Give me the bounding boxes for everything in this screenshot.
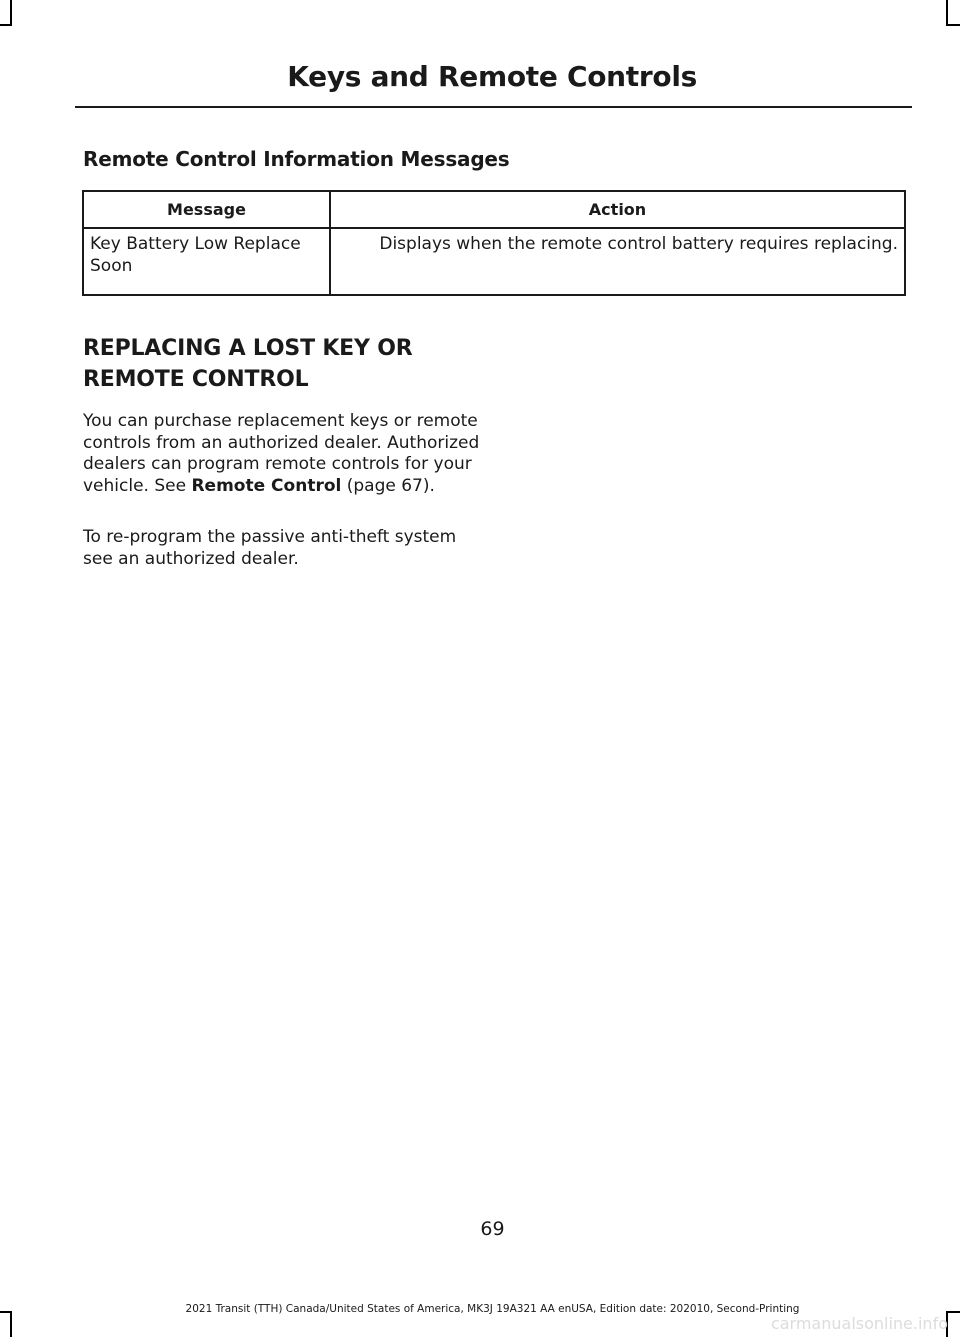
paragraph-purchase-text: You can purchase replacement keys or remote controls from an authorized dealer. Authorized dealers can program remote controls for your vehicle. See (83, 411, 480, 496)
page-header-title: Keys and Remote Controls (287, 60, 697, 93)
cell-action: Displays when the remote control battery requires replacing. (330, 228, 905, 295)
column-header-message: Message (83, 191, 330, 228)
paragraph-purchase (83, 411, 483, 497)
table-header-row (83, 191, 905, 228)
section-title: Remote Control Information Messages (83, 147, 510, 171)
footer-edition-info: 2021 Transit (TTH) Canada/United States of America, MK3J 19A321 AA enUSA, Edition date: 202010, Second-Printing (185, 1303, 800, 1315)
crop-mark-top-right-horizontal (946, 24, 960, 26)
section-heading: REPLACING A LOST KEY OR REMOTE CONTROL (83, 336, 413, 392)
messages-table (82, 190, 906, 296)
crop-mark-top-left-vertical (10, 0, 12, 26)
crop-mark-top-right-vertical (946, 0, 948, 26)
paragraph-reprogram: To re-program the passive anti-theft system see an authorized dealer. (83, 527, 457, 569)
column-header-action: Action (330, 191, 905, 228)
crop-mark-top-left-horizontal (0, 24, 12, 26)
header-rule (75, 106, 912, 108)
remote-control-link[interactable]: Remote Control (191, 475, 342, 496)
cell-message: Key Battery Low Replace Soon (83, 228, 330, 295)
page-number: 69 (480, 1218, 505, 1240)
table-row (83, 228, 905, 295)
watermark: carmanualsonline.info (770, 1314, 948, 1333)
page-reference: (page 67). (341, 475, 435, 496)
